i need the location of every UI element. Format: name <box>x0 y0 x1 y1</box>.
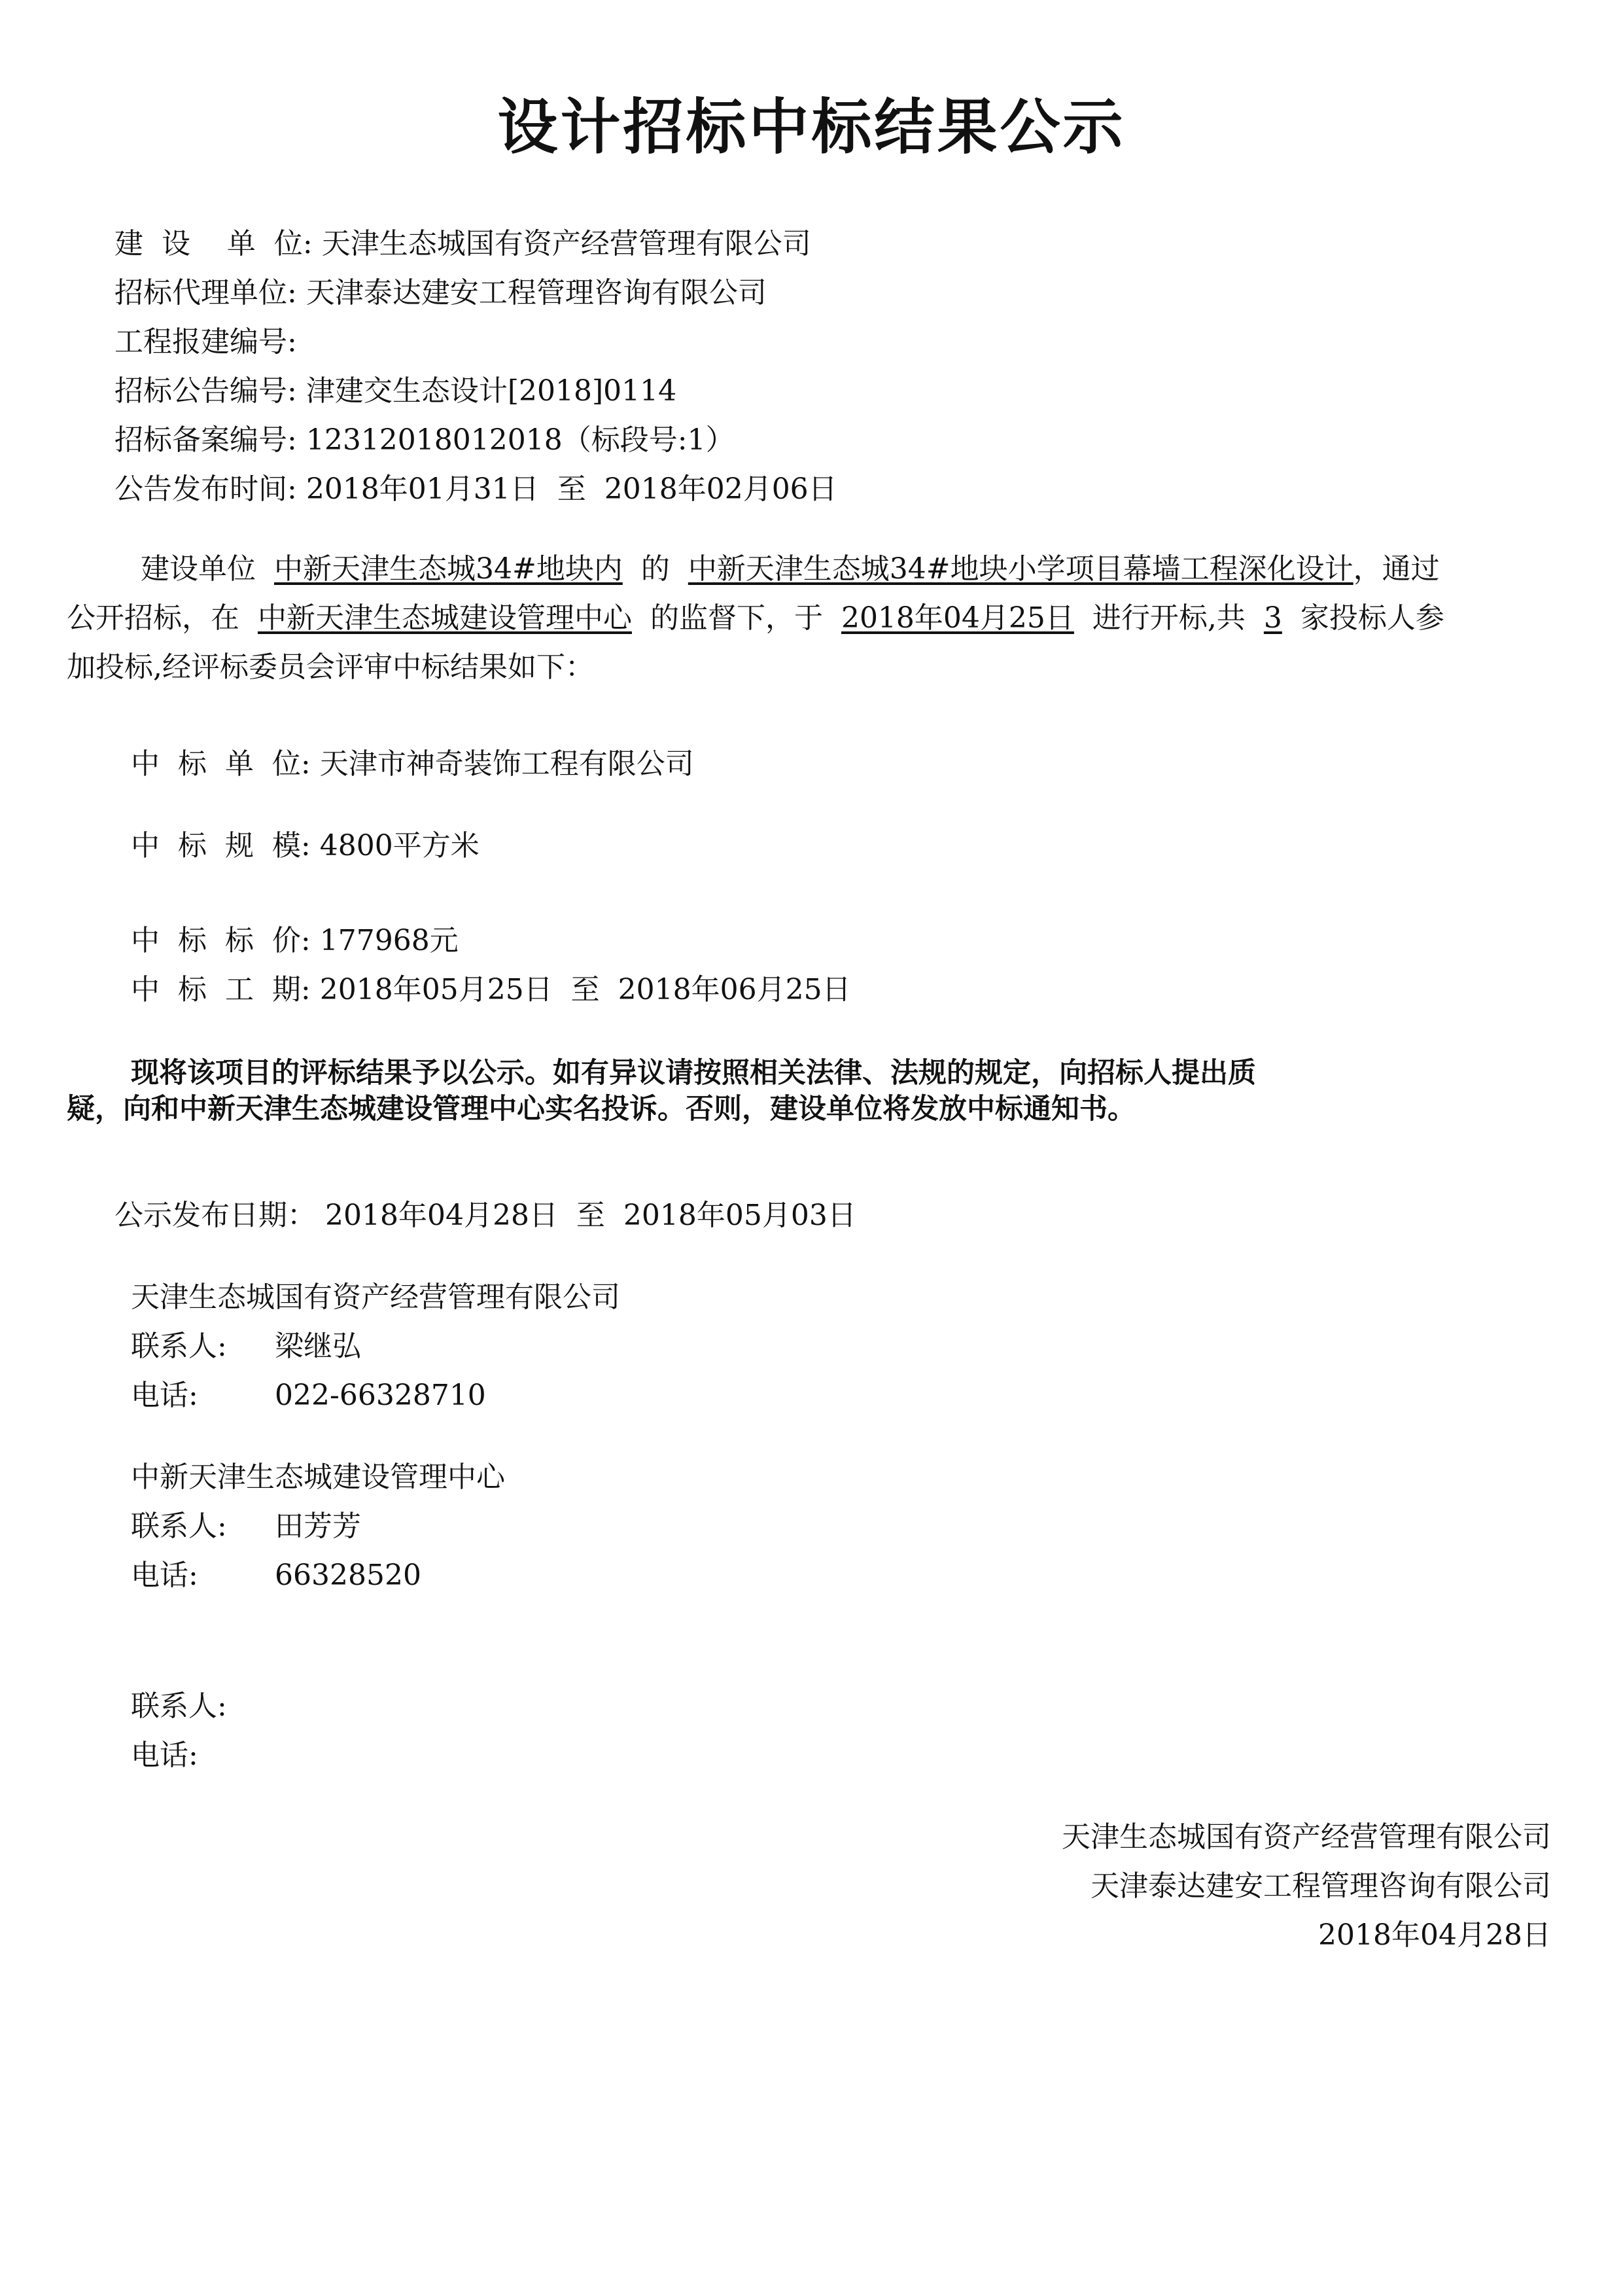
intro-text: ，通过 <box>1353 552 1440 586</box>
contact-phone: 022-66328710 <box>275 1379 486 1412</box>
project-name: 中新天津生态城34#地块小学项目幕墙工程深化设计 <box>688 552 1353 586</box>
bidder-count: 3 <box>1263 601 1282 635</box>
intro-line-1 <box>141 551 1440 588</box>
contact-org: 中新天津生态城建设管理中心 <box>131 1460 505 1494</box>
project-location: 中新天津生态城34#地块内 <box>273 552 623 586</box>
contact-phone: 66328520 <box>275 1559 421 1592</box>
notice-line-2: 疑，向和中新天津生态城建设管理中心实名投诉。否则，建设单位将发放中标通知书。 <box>67 1093 1136 1125</box>
header-row-filing-number <box>114 422 735 459</box>
contact-person: 田芳芳 <box>275 1510 361 1543</box>
result-row-winner <box>131 746 694 783</box>
result-label: 中 标 标 价: <box>131 924 311 957</box>
result-label: 中 标 工 期: <box>131 973 311 1006</box>
header-row-notice-time <box>114 471 837 508</box>
header-row-agent <box>114 275 767 311</box>
result-value: 177968元 <box>319 924 459 957</box>
header-value: 2018年01月31日 至 2018年02月06日 <box>305 472 837 506</box>
contact-phone-label: 电话: <box>131 1739 198 1772</box>
result-label: 中 标 规 模: <box>131 829 311 862</box>
result-value: 天津市神奇装饰工程有限公司 <box>319 747 694 781</box>
header-label: 工程报建编号: <box>114 325 297 359</box>
header-label: 公告发布时间: <box>114 472 297 506</box>
page-title: 设计招标中标结果公示 <box>497 92 1126 162</box>
publish-date-row <box>114 1197 856 1234</box>
contact-phone-row <box>131 1557 421 1594</box>
result-value: 4800平方米 <box>319 829 480 862</box>
result-row-price <box>131 923 459 959</box>
signature-org-1: 天津生态城国有资产经营管理有限公司 <box>1062 1820 1551 1854</box>
signature-date: 2018年04月28日 <box>1318 1918 1551 1952</box>
result-row-period <box>131 972 851 1008</box>
notice-line-1: 现将该项目的评标结果予以公示。如有异议请按照相关法律、法规的规定，向招标人提出质 <box>131 1057 1256 1089</box>
intro-text: 公开招标，在 <box>67 601 239 635</box>
header-label: 建 设 单 位: <box>114 227 313 260</box>
contact-person-label: 联系人: <box>131 1330 227 1363</box>
header-value: 津建交生态设计[2018]0114 <box>305 374 677 408</box>
open-date: 2018年04月25日 <box>841 601 1074 635</box>
header-label: 招标代理单位: <box>114 276 297 309</box>
intro-text: 建设单位 <box>141 552 256 586</box>
contact-phone-row <box>131 1377 486 1414</box>
result-row-scale <box>131 828 480 864</box>
intro-text: 家投标人参 <box>1300 601 1444 635</box>
intro-line-2 <box>67 600 1444 637</box>
header-row-project-number <box>114 324 297 361</box>
header-label: 招标备案编号: <box>114 423 297 457</box>
publish-value: 2018年04月28日 至 2018年05月03日 <box>325 1199 856 1232</box>
result-label: 中 标 单 位: <box>131 747 311 781</box>
result-value: 2018年05月25日 至 2018年06月25日 <box>319 973 851 1006</box>
contact-person-label: 联系人: <box>131 1689 227 1723</box>
contact-phone-label: 电话: <box>131 1379 198 1412</box>
header-label: 招标公告编号: <box>114 374 297 408</box>
contact-person: 梁继弘 <box>275 1330 361 1363</box>
contact-person-row <box>131 1688 275 1725</box>
supervisor-name: 中新天津生态城建设管理中心 <box>257 601 632 635</box>
header-row-notice-number <box>114 373 676 410</box>
header-value: 天津泰达建安工程管理咨询有限公司 <box>305 276 767 309</box>
intro-line-3: 加投标,经评标委员会评审中标结果如下： <box>67 650 594 684</box>
intro-text: 进行开标,共 <box>1092 601 1246 635</box>
signature-org-2: 天津泰达建安工程管理咨询有限公司 <box>1091 1869 1551 1903</box>
intro-text: 的监督下，于 <box>650 601 823 635</box>
contact-org: 天津生态城国有资产经营管理有限公司 <box>131 1280 620 1314</box>
header-value: 12312018012018（标段号:1） <box>305 423 735 457</box>
contact-person-label: 联系人: <box>131 1510 227 1543</box>
intro-text: 的 <box>640 552 670 586</box>
header-row-builder <box>114 226 811 262</box>
contact-person-row <box>131 1508 361 1545</box>
header-value: 天津生态城国有资产经营管理有限公司 <box>321 227 811 260</box>
contact-phone-label: 电话: <box>131 1559 198 1592</box>
publish-label: 公示发布日期： <box>114 1199 316 1232</box>
contact-phone-row <box>131 1737 275 1774</box>
contact-person-row <box>131 1328 361 1365</box>
